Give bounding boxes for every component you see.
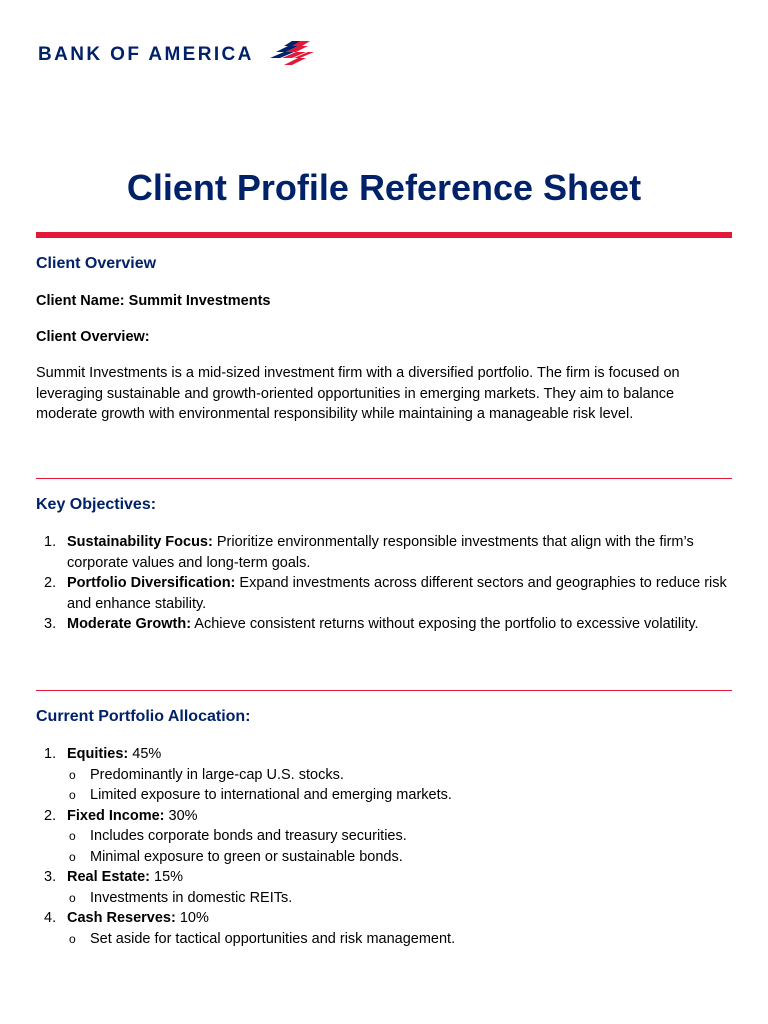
allocation-label: Real Estate: xyxy=(67,869,151,885)
bank-logo xyxy=(38,38,318,72)
sub-list-item xyxy=(67,765,736,786)
client-name-line: Client Name: Summit Investments xyxy=(36,293,271,309)
sub-list-item xyxy=(67,929,736,950)
allocation-label: Equities: xyxy=(67,746,129,762)
list-number: 3. xyxy=(44,869,57,885)
section-divider xyxy=(36,478,732,479)
section-heading-key-objectives: Key Objectives: xyxy=(36,496,157,513)
circle-bullet-icon: o xyxy=(69,849,76,864)
objective-label: Moderate Growth: xyxy=(67,616,192,632)
sub-item-text: Includes corporate bonds and treasury securities. xyxy=(90,828,407,844)
flag-logo-icon xyxy=(262,39,318,71)
sub-list xyxy=(67,765,736,806)
logo-text: BANK OF AMERICA xyxy=(38,44,254,65)
client-overview-label: Client Overview: xyxy=(36,329,150,345)
list-item xyxy=(36,532,736,573)
list-number: 1. xyxy=(44,534,57,550)
circle-bullet-icon: o xyxy=(69,829,76,843)
sub-list-item xyxy=(67,785,736,806)
objective-label: Portfolio Diversification: xyxy=(67,575,236,591)
list-item xyxy=(36,867,736,908)
list-item xyxy=(36,908,736,949)
circle-bullet-icon: o xyxy=(69,890,76,905)
page-title: Client Profile Reference Sheet xyxy=(126,167,642,208)
sub-item-text: Predominantly in large-cap U.S. stocks. xyxy=(90,766,344,783)
list-number: 4. xyxy=(44,910,57,926)
objective-text: Achieve consistent returns without exposing the portfolio to excessive volatility. xyxy=(191,616,699,632)
allocation-value: 15% xyxy=(150,869,184,885)
client-overview-paragraph: Summit Investments is a mid-sized investment firm with a diversified portfolio. The firm is focused on leveraging sustainable and growth-oriented opportunities in emerging markets. They aim to balance moderate growth with environmental responsibility while maintaining a manageable risk level. xyxy=(36,365,680,422)
list-number: 1. xyxy=(44,746,57,762)
section-heading-client-overview: Client Overview xyxy=(36,255,157,272)
title-divider xyxy=(36,232,732,238)
list-number: 2. xyxy=(44,807,57,824)
section-divider xyxy=(36,690,732,691)
allocation-label: Fixed Income: xyxy=(67,807,165,824)
objective-text: Prioritize environmentally responsible investments that align with the firm’s corporate values and long-term goals. xyxy=(67,534,694,571)
circle-bullet-icon: o xyxy=(69,767,76,782)
circle-bullet-icon: o xyxy=(69,788,76,802)
circle-bullet-icon: o xyxy=(69,931,76,946)
objectives-list xyxy=(36,532,736,635)
objective-label: Sustainability Focus: xyxy=(67,534,213,550)
list-item xyxy=(36,614,736,635)
list-number: 3. xyxy=(44,616,57,632)
sub-list-item xyxy=(67,847,736,868)
list-item xyxy=(36,573,736,614)
list-number: 2. xyxy=(44,575,57,591)
sub-list xyxy=(67,826,736,867)
sub-item-text: Minimal exposure to green or sustainable bonds. xyxy=(90,848,403,865)
sub-list-item xyxy=(67,826,736,847)
list-item xyxy=(36,744,736,806)
sub-list-item xyxy=(67,888,736,909)
objective-text: Expand investments across different sectors and geographies to reduce risk and enhance stability. xyxy=(67,575,727,612)
sub-list xyxy=(67,929,736,950)
list-item xyxy=(36,806,736,868)
sub-item-text: Limited exposure to international and emerging markets. xyxy=(90,787,452,803)
sub-list xyxy=(67,888,736,909)
allocation-list xyxy=(36,744,736,949)
allocation-value: 45% xyxy=(128,746,162,762)
sub-item-text: Investments in domestic REITs. xyxy=(90,889,293,906)
section-heading-portfolio-allocation: Current Portfolio Allocation: xyxy=(36,708,251,725)
allocation-value: 10% xyxy=(175,910,209,926)
allocation-label: Cash Reserves: xyxy=(67,910,176,926)
allocation-value: 30% xyxy=(164,807,198,824)
sub-item-text: Set aside for tactical opportunities and risk management. xyxy=(90,930,456,947)
